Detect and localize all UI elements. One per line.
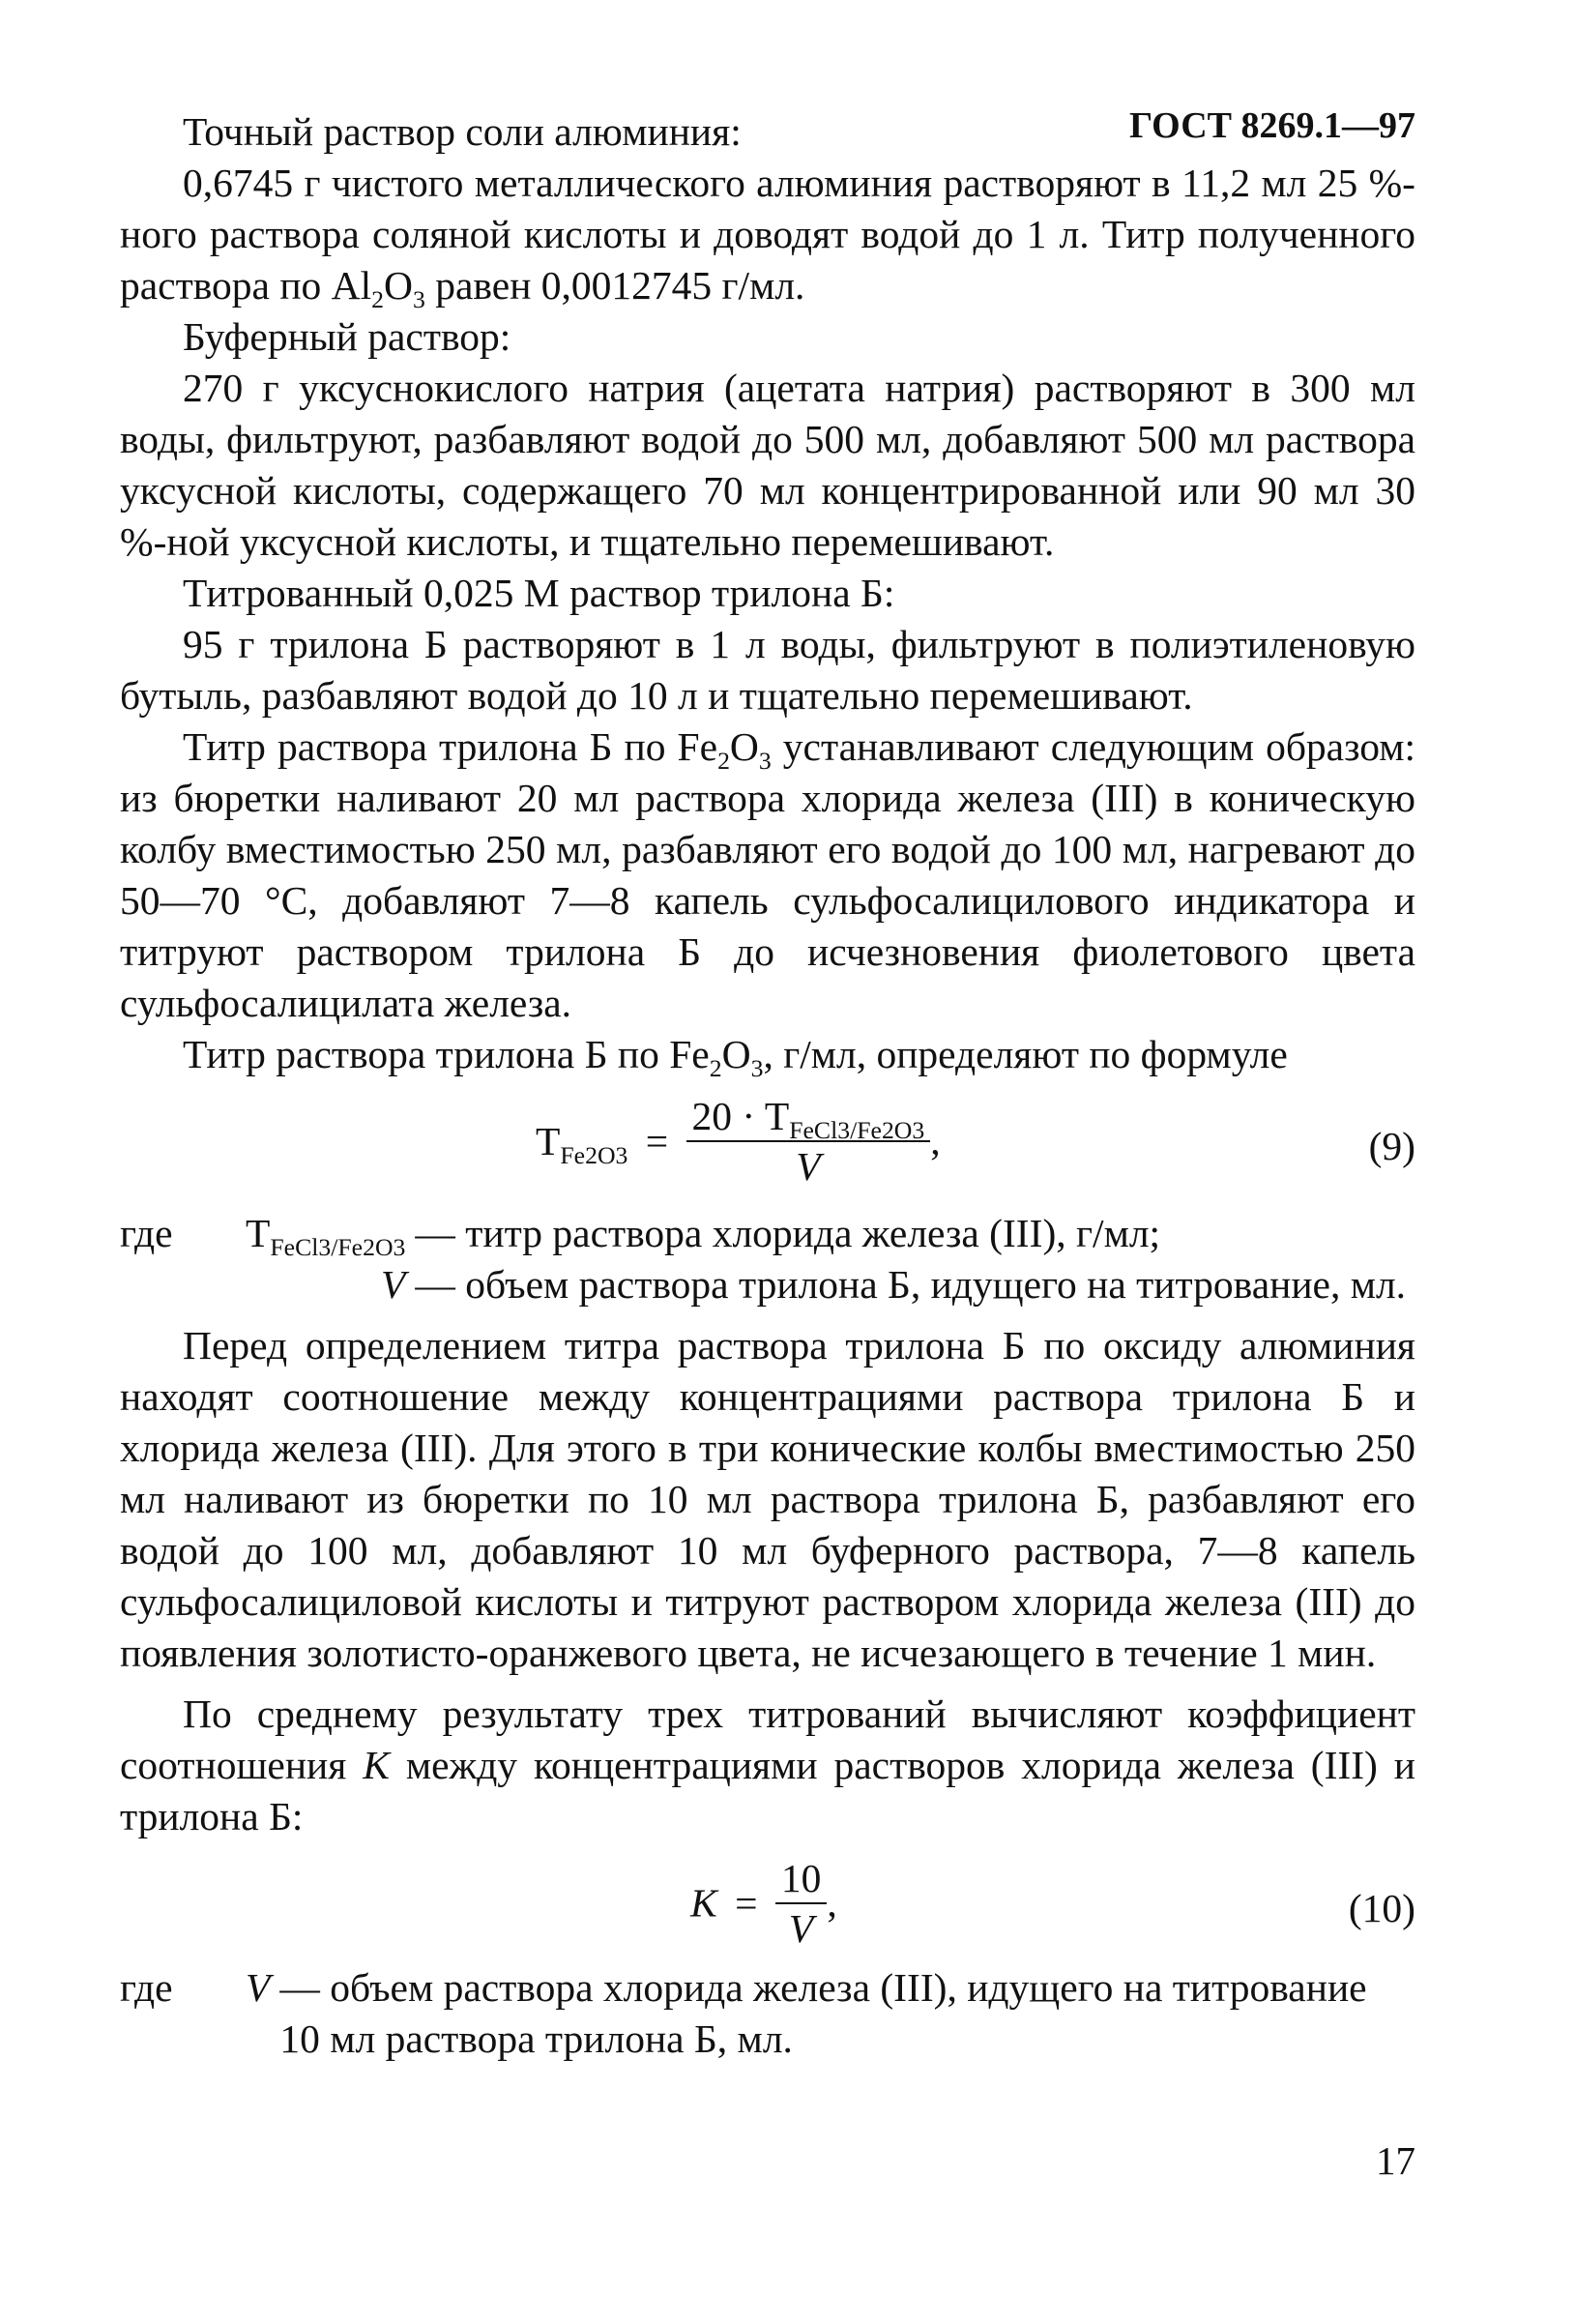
subscript: FeCl3/Fe2O3	[789, 1116, 925, 1144]
spacer	[120, 1259, 236, 1310]
paragraph-formula-intro	[120, 1029, 1415, 1080]
subscript: Fe2O3	[560, 1140, 628, 1169]
subscript: 2	[371, 285, 385, 313]
formula-comma: ,	[827, 1880, 837, 1926]
formula-number: (9)	[1368, 1124, 1415, 1168]
definition-symbol-v: V	[246, 1965, 271, 2010]
where-label: где	[120, 1211, 173, 1255]
text-segment: O	[384, 263, 414, 308]
text-segment: , г/мл, определяют по формуле	[763, 1032, 1288, 1076]
subscript: 2	[709, 1054, 722, 1082]
fraction-numerator: 10	[775, 1854, 828, 1904]
paragraph-aluminium-title: Точный раствор соли алюминия:	[183, 109, 742, 154]
text-segment: равен 0,0012745 г/мл.	[424, 263, 805, 308]
subscript: 3	[758, 747, 772, 775]
text-segment: Титр раствора трилона Б по Fe	[183, 1032, 710, 1076]
equals-sign: =	[735, 1880, 758, 1926]
paragraph-coefficient-intro	[120, 1689, 1415, 1842]
text-segment: O	[729, 724, 759, 769]
formula-10-lhs: K	[690, 1880, 717, 1926]
formula-9-lhs	[536, 1118, 628, 1169]
definition-text-v: — объем раствора трилона Б, идущего на титрование, мл.	[415, 1262, 1407, 1307]
formula-comma: ,	[930, 1118, 941, 1163]
subscript: FeCl3/Fe2O3	[270, 1233, 406, 1261]
text-segment: между концентрациями растворов хлорида железа (III) и трилона Б:	[120, 1743, 1415, 1839]
subscript: 3	[413, 285, 425, 313]
definitions-formula-10	[120, 1962, 1415, 2065]
formula-10	[120, 1848, 1415, 1956]
definition-text-t: — титр раствора хлорида железа (III), г/мл;	[415, 1211, 1161, 1255]
text-segment: 0,6745 г чистого металлического алюминия растворяют в 11,2 мл 25 %-ного раствора соляной кислоты и доводят водой до 1 л. Титр полученного раствора по Al	[120, 161, 1415, 308]
document-code: ГОСТ 8269.1—97	[1128, 105, 1415, 146]
paragraph-buffer-title: Буферный раствор:	[183, 314, 511, 359]
where-label: где	[120, 1965, 173, 2010]
text-segment: устанавливают следующим образом: из бюретки наливают 20 мл раствора хлорида железа (III) в коническую колбу вместимостью 250 мл, разбавляют его водой до 100 мл, нагревают до 50—70 °C, добавляют 7—8 капель сульфосалицилового индикатора и титруют раствором трилона Б до исчезновения фиолетового цвета сульфосалицилата железа.	[120, 724, 1416, 1025]
formula-number: (10)	[1348, 1886, 1415, 1930]
formula-10-expression	[690, 1854, 837, 1953]
formula-9-fraction	[686, 1092, 931, 1191]
definition-symbol-v: V	[381, 1262, 406, 1307]
subscript: 2	[717, 747, 730, 775]
equals-sign: =	[645, 1118, 669, 1163]
formula-9-expression	[536, 1092, 941, 1191]
definition-symbol-t	[246, 1208, 405, 1259]
paragraph-trilon-text: 95 г трилона Б растворяют в 1 л воды, фильтруют в полиэтиленовую бутыль, разбавляют водой до 10 л и тщательно перемешивают.	[120, 622, 1415, 718]
formula-9	[120, 1086, 1415, 1202]
formula-10-fraction	[775, 1854, 828, 1953]
fraction-denominator: V	[788, 1906, 814, 1951]
definition-text-v: — объем раствора хлорида железа (III), идущего на титрование 10 мл раствора трилона Б, мл.	[279, 1965, 1367, 2061]
subscript: 3	[750, 1054, 764, 1082]
text-segment: Титр раствора трилона Б по Fe	[183, 724, 718, 769]
formula-symbol: K	[363, 1743, 390, 1787]
page-number: 17	[1376, 2138, 1415, 2183]
text-segment: По среднему результату трех титрований вычисляют коэффициент соотношения	[120, 1692, 1415, 1787]
definitions-formula-9	[120, 1208, 1415, 1310]
numerator-text: 20 · T	[691, 1094, 790, 1138]
formula-symbol: T	[246, 1211, 271, 1255]
paragraph-aluminium-text	[120, 158, 1415, 311]
fraction-denominator: V	[796, 1144, 821, 1189]
paragraph-titer-method	[120, 721, 1415, 1029]
paragraph-trilon-title: Титрованный 0,025 М раствор трилона Б:	[183, 571, 895, 615]
paragraph-ratio-method: Перед определением титра раствора трилона Б по оксиду алюминия находят соотношение между концентрациями раствора трилона Б и хлорида железа (III). Для этого в три конические колбы вместимостью 250 мл наливают из бюретки по 10 мл раствора трилона Б, разбавляют его водой до 100 мл, добавляют 10 мл буферного раствора, 7—8 капель сульфосалициловой кислоты и титруют раствором хлорида железа (III) до появления золотисто-оранжевого цвета, не исчезающего в течение 1 мин.	[120, 1323, 1415, 1675]
paragraph-buffer-text: 270 г уксуснокислого натрия (ацетата натрия) растворяют в 300 мл воды, фильтруют, разбавляют водой до 500 мл, добавляют 500 мл раствора уксусной кислоты, содержащего 70 мл концентрированной или 90 мл 30 %-ной уксусной кислоты, и тщательно перемешивают.	[120, 366, 1415, 564]
formula-symbol: T	[536, 1118, 561, 1163]
page-body	[120, 106, 1415, 2065]
fraction-numerator	[686, 1092, 931, 1142]
text-segment: O	[721, 1032, 751, 1076]
